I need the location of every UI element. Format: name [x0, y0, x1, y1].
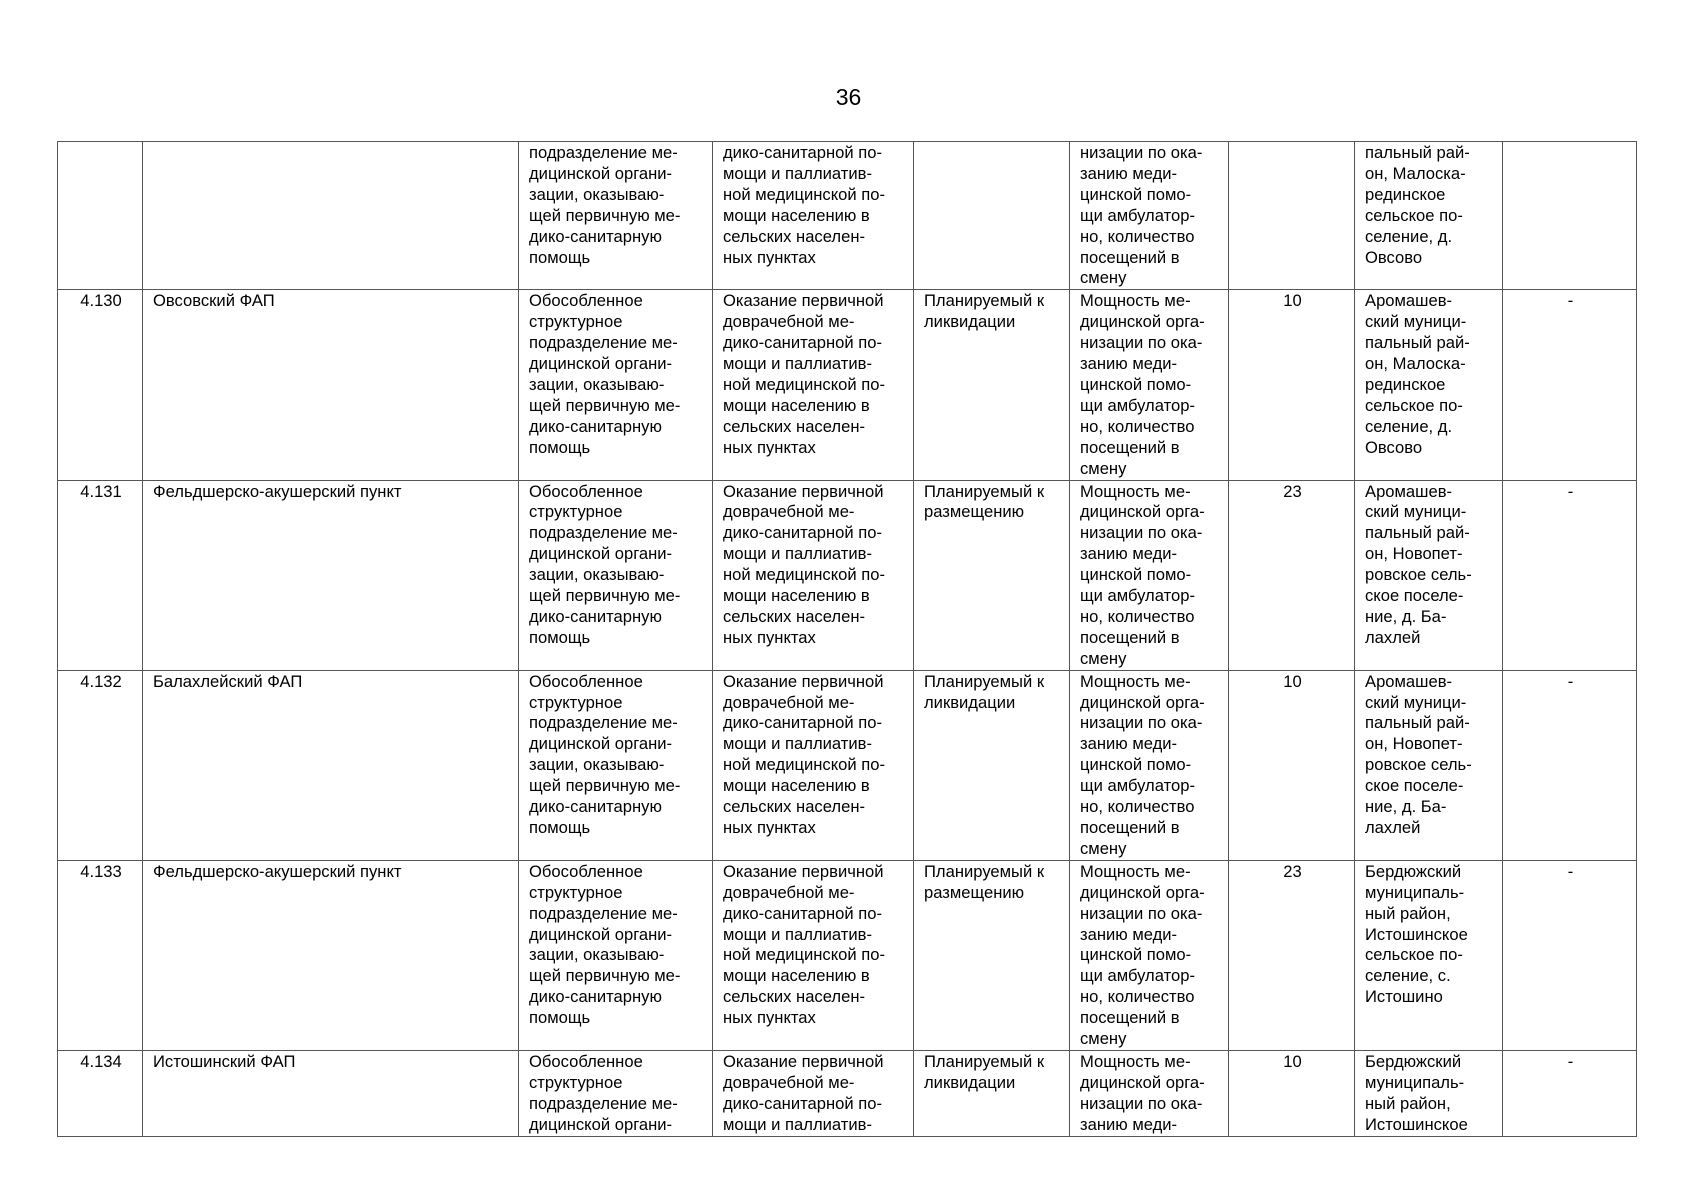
table-row — [58, 290, 1637, 480]
cell-indicator: Мощность ме- дицинской орга- низации по ока- занию меди- — [1070, 1050, 1229, 1136]
cell-note: - — [1503, 290, 1637, 480]
cell-type: Обособленное структурное подразделение ме- дицинской органи- зации, оказываю- щей первичную ме- дико-санитарную помощь — [519, 670, 713, 860]
cell-name: Истошинский ФАП — [143, 1050, 519, 1136]
cell-number: 4.132 — [58, 670, 143, 860]
cell-value: 10 — [1229, 290, 1355, 480]
cell-name: Балахлейский ФАП — [143, 670, 519, 860]
table-row — [58, 860, 1637, 1050]
page-number: 36 — [835, 84, 862, 110]
cell-value: 23 — [1229, 860, 1355, 1050]
cell-number: 4.130 — [58, 290, 143, 480]
cell-note: - — [1503, 480, 1637, 670]
cell-type: Обособленное структурное подразделение ме- дицинской органи- — [519, 1050, 713, 1136]
cell-indicator: Мощность ме- дицинской орга- низации по ока- занию меди- цинской помо- щи амбулатор- но, количество посещений в смену — [1070, 670, 1229, 860]
cell-profile: Оказание первичной доврачебной ме- дико-санитарной по- мощи и паллиатив- ной медицинской по- мощи населению в сельских населен- ных пунктах — [713, 670, 914, 860]
cell-number: 4.131 — [58, 480, 143, 670]
cell-type: подразделение ме- дицинской органи- зации, оказываю- щей первичную ме- дико-санитарную помощь — [519, 142, 713, 290]
cell-value: 23 — [1229, 480, 1355, 670]
cell-number — [58, 142, 143, 290]
cell-note — [1503, 142, 1637, 290]
cell-status: Планируемый к размещению — [914, 480, 1070, 670]
cell-location: Аромашев- ский муници- пальный рай- он, Новопет- ровское сель- ское поселе- ние, д. Ба- лахлей — [1355, 480, 1503, 670]
cell-indicator: Мощность ме- дицинской орга- низации по ока- занию меди- цинской помо- щи амбулатор- но, количество посещений в смену — [1070, 290, 1229, 480]
cell-location: Бердюжский муниципаль- ный район, Истошинское — [1355, 1050, 1503, 1136]
cell-status — [914, 142, 1070, 290]
cell-note: - — [1503, 1050, 1637, 1136]
cell-location: Аромашев- ский муници- пальный рай- он, Новопет- ровское сель- ское поселе- ние, д. Ба- лахлей — [1355, 670, 1503, 860]
cell-status: Планируемый к ликвидации — [914, 290, 1070, 480]
cell-type: Обособленное структурное подразделение ме- дицинской органи- зации, оказываю- щей первичную ме- дико-санитарную помощь — [519, 860, 713, 1050]
cell-profile: Оказание первичной доврачебной ме- дико-санитарной по- мощи и паллиатив- ной медицинской по- мощи населению в сельских населен- ных пунктах — [713, 860, 914, 1050]
table-row — [58, 1050, 1637, 1136]
cell-indicator: низации по ока- занию меди- цинской помо- щи амбулатор- но, количество посещений в смену — [1070, 142, 1229, 290]
cell-number: 4.133 — [58, 860, 143, 1050]
cell-note: - — [1503, 860, 1637, 1050]
table-row-continuation — [58, 142, 1637, 290]
cell-profile: Оказание первичной доврачебной ме- дико-санитарной по- мощи и паллиатив- ной медицинской по- мощи населению в сельских населен- ных пунктах — [713, 290, 914, 480]
cell-indicator: Мощность ме- дицинской орга- низации по ока- занию меди- цинской помо- щи амбулатор- но, количество посещений в смену — [1070, 480, 1229, 670]
cell-status: Планируемый к размещению — [914, 860, 1070, 1050]
cell-type: Обособленное структурное подразделение ме- дицинской органи- зации, оказываю- щей первичную ме- дико-санитарную помощь — [519, 480, 713, 670]
cell-value: 10 — [1229, 670, 1355, 860]
cell-profile: Оказание первичной доврачебной ме- дико-санитарной по- мощи и паллиатив- — [713, 1050, 914, 1136]
cell-status: Планируемый к ликвидации — [914, 1050, 1070, 1136]
facilities-table — [57, 141, 1637, 1137]
cell-type: Обособленное структурное подразделение ме- дицинской органи- зации, оказываю- щей первичную ме- дико-санитарную помощь — [519, 290, 713, 480]
table-row — [58, 670, 1637, 860]
cell-location: Аромашев- ский муници- пальный рай- он, Малоска- рединское сельское по- селение, д. Овсово — [1355, 290, 1503, 480]
cell-value: 10 — [1229, 1050, 1355, 1136]
cell-name: Фельдшерско-акушерский пункт — [143, 480, 519, 670]
cell-name: Фельдшерско-акушерский пункт — [143, 860, 519, 1050]
cell-name: Овсовский ФАП — [143, 290, 519, 480]
cell-number: 4.134 — [58, 1050, 143, 1136]
cell-value — [1229, 142, 1355, 290]
cell-note: - — [1503, 670, 1637, 860]
cell-status: Планируемый к ликвидации — [914, 670, 1070, 860]
table-row — [58, 480, 1637, 670]
cell-name — [143, 142, 519, 290]
cell-location: пальный рай- он, Малоска- рединское сельское по- селение, д. Овсово — [1355, 142, 1503, 290]
cell-profile: Оказание первичной доврачебной ме- дико-санитарной по- мощи и паллиатив- ной медицинской по- мощи населению в сельских населен- ных пунктах — [713, 480, 914, 670]
cell-location: Бердюжский муниципаль- ный район, Истошинское сельское по- селение, с. Истошино — [1355, 860, 1503, 1050]
cell-profile: дико-санитарной по- мощи и паллиатив- ной медицинской по- мощи населению в сельских населен- ных пунктах — [713, 142, 914, 290]
cell-indicator: Мощность ме- дицинской орга- низации по ока- занию меди- цинской помо- щи амбулатор- но, количество посещений в смену — [1070, 860, 1229, 1050]
